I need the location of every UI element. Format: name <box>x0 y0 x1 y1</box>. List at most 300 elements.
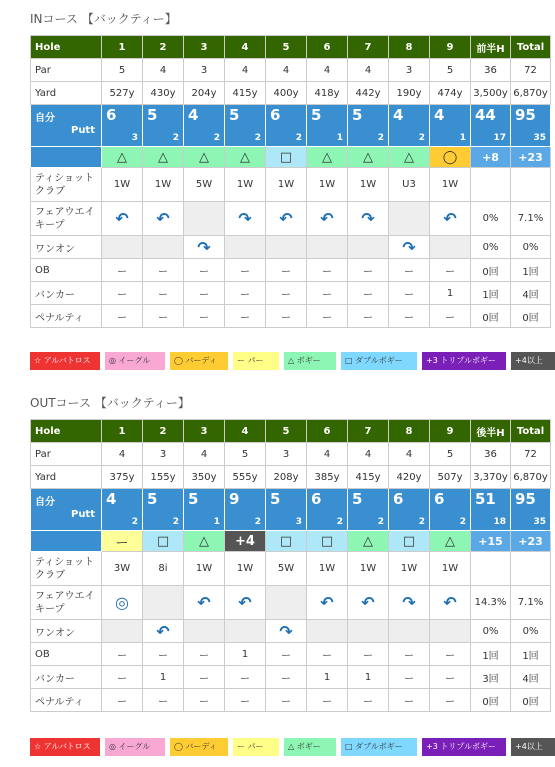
score-cell <box>143 105 184 147</box>
ob-cell: ー <box>348 259 389 282</box>
result-mark: ◯ <box>430 147 471 168</box>
bunker-cell: ー <box>225 666 266 689</box>
fw-row <box>31 586 551 620</box>
legend-item: ー パー <box>233 352 279 370</box>
yard-cell: 375y <box>102 466 143 489</box>
header-cell: 1 <box>102 36 143 59</box>
legend-item: ☆ アルバトロス <box>30 352 100 370</box>
ob-row <box>31 259 551 282</box>
tee-cell <box>511 168 551 202</box>
score-cell <box>511 489 551 531</box>
fw-cell: 7.1% <box>511 586 551 620</box>
score-cell <box>266 105 307 147</box>
legend-item: ◎ イーグル <box>105 738 165 756</box>
score-cell <box>511 105 551 147</box>
result-mark: +15 <box>471 531 511 552</box>
strokes: 5 <box>147 106 158 124</box>
curve-left-arrow-icon: ↶ <box>443 593 457 612</box>
strokes: 95 <box>515 490 536 508</box>
bunker-cell: 1 <box>307 666 348 689</box>
fw-cell <box>266 202 307 236</box>
bunker-cell: 1 <box>143 666 184 689</box>
penalty-label: ペナルティ <box>31 305 102 328</box>
putts: 2 <box>295 133 302 143</box>
tee-cell: 1W <box>348 168 389 202</box>
header-cell: 1 <box>102 420 143 443</box>
par-row <box>31 59 551 82</box>
score-label: 自分 <box>35 497 55 508</box>
gir-cell <box>266 620 307 643</box>
tee-row <box>31 552 551 586</box>
bunker-cell: 4回 <box>511 282 551 305</box>
penalty-cell: ー <box>389 689 430 712</box>
curve-left-arrow-icon: ↶ <box>443 209 457 228</box>
strokes: 6 <box>434 490 445 508</box>
result-mark: △ <box>348 147 389 168</box>
tee-cell <box>471 168 511 202</box>
yard-cell: 190y <box>389 82 430 105</box>
legend-in <box>30 352 555 370</box>
par-cell: 4 <box>143 59 184 82</box>
gir-cell <box>184 620 225 643</box>
penalty-cell: ー <box>348 689 389 712</box>
strokes: 4 <box>106 490 117 508</box>
tee-label: ティショット クラブ <box>31 168 102 202</box>
curve-left-arrow-icon: ↶ <box>156 209 170 228</box>
out-score-table <box>30 419 551 712</box>
result-mark: △ <box>430 531 471 552</box>
penalty-cell: 0回 <box>471 689 511 712</box>
tee-cell: 1W <box>430 168 471 202</box>
ob-cell: ー <box>102 643 143 666</box>
penalty-cell: ー <box>102 305 143 328</box>
score-cell <box>307 489 348 531</box>
header-cell: 後半H <box>471 420 511 443</box>
result-mark: +4 <box>225 531 266 552</box>
penalty-cell: ー <box>307 305 348 328</box>
result-mark: +23 <box>511 531 551 552</box>
putts: 2 <box>213 133 220 143</box>
par-label: Par <box>31 443 102 466</box>
ob-cell: ー <box>348 643 389 666</box>
putts: 3 <box>131 133 138 143</box>
legend-item: ◯ バーディ <box>170 738 228 756</box>
par-cell: 4 <box>184 443 225 466</box>
gir-label: ワンオン <box>31 236 102 259</box>
fw-cell <box>225 586 266 620</box>
gir-cell <box>102 236 143 259</box>
bunker-cell: ー <box>430 666 471 689</box>
result-mark: □ <box>307 531 348 552</box>
double-circle-icon: ◎ <box>115 593 129 612</box>
tee-cell: 1W <box>225 168 266 202</box>
bunker-cell: 1 <box>348 666 389 689</box>
header-cell: Total <box>511 36 551 59</box>
mark-label-cell <box>31 531 102 552</box>
yard-cell: 420y <box>389 466 430 489</box>
ob-cell: ー <box>430 643 471 666</box>
header-cell: 4 <box>225 420 266 443</box>
header-cell: 7 <box>348 420 389 443</box>
score-label-cell <box>31 105 102 147</box>
par-cell: 4 <box>389 443 430 466</box>
putt-label: Putt <box>70 125 95 136</box>
curve-left-arrow-icon: ↶ <box>320 209 334 228</box>
yard-row <box>31 466 551 489</box>
penalty-cell: 0回 <box>511 689 551 712</box>
header-cell: Hole <box>31 36 102 59</box>
strokes: 4 <box>434 106 445 124</box>
par-cell: 36 <box>471 443 511 466</box>
strokes: 5 <box>229 106 240 124</box>
ob-cell: ー <box>143 259 184 282</box>
penalty-cell: ー <box>266 689 307 712</box>
par-cell: 5 <box>430 59 471 82</box>
fw-cell <box>389 586 430 620</box>
gir-row <box>31 236 551 259</box>
putts: 2 <box>459 517 466 527</box>
score-cell <box>102 105 143 147</box>
curve-left-arrow-icon: ↶ <box>115 209 129 228</box>
ob-label: OB <box>31 643 102 666</box>
gir-cell <box>184 236 225 259</box>
result-mark: △ <box>143 147 184 168</box>
legend-item: +4以上 <box>511 352 555 370</box>
par-cell: 72 <box>511 59 551 82</box>
tee-cell: 1W <box>307 168 348 202</box>
penalty-cell: ー <box>102 689 143 712</box>
yard-cell: 507y <box>430 466 471 489</box>
yard-cell: 385y <box>307 466 348 489</box>
tee-cell: U3 <box>389 168 430 202</box>
penalty-cell: 0回 <box>471 305 511 328</box>
score-cell <box>184 105 225 147</box>
bunker-row <box>31 282 551 305</box>
putts: 2 <box>172 133 179 143</box>
score-cell <box>348 489 389 531</box>
header-cell: 3 <box>184 36 225 59</box>
putts: 3 <box>295 517 302 527</box>
yard-cell: 430y <box>143 82 184 105</box>
fw-cell: 0% <box>471 202 511 236</box>
score-cell <box>266 489 307 531</box>
tee-cell <box>471 552 511 586</box>
par-cell: 72 <box>511 443 551 466</box>
legend-item: △ ボギー <box>284 352 336 370</box>
result-mark: □ <box>143 531 184 552</box>
curve-right-arrow-icon: ↷ <box>361 209 375 228</box>
putts: 2 <box>377 133 384 143</box>
penalty-cell: ー <box>143 689 184 712</box>
score-label-cell <box>31 489 102 531</box>
header-cell: 2 <box>143 36 184 59</box>
bunker-cell: ー <box>184 666 225 689</box>
bunker-cell: 4回 <box>511 666 551 689</box>
putts: 35 <box>533 517 546 527</box>
penalty-cell: ー <box>225 305 266 328</box>
strokes: 95 <box>515 106 536 124</box>
legend-item: □ ダブルボギー <box>341 352 417 370</box>
result-mark: △ <box>389 147 430 168</box>
legend-item: +4以上 <box>511 738 555 756</box>
fw-cell <box>266 586 307 620</box>
header-cell: 8 <box>389 36 430 59</box>
tee-cell: 5W <box>266 552 307 586</box>
bunker-cell: 3回 <box>471 666 511 689</box>
curve-left-arrow-icon: ↶ <box>156 621 170 641</box>
par-cell: 4 <box>348 59 389 82</box>
fw-cell <box>348 202 389 236</box>
ob-cell: 1 <box>225 643 266 666</box>
tee-label: ティショット クラブ <box>31 552 102 586</box>
yard-cell: 415y <box>225 82 266 105</box>
gir-row <box>31 620 551 643</box>
bunker-label: バンカー <box>31 666 102 689</box>
strokes: 4 <box>188 106 199 124</box>
putts: 2 <box>131 517 138 527</box>
fw-cell <box>102 586 143 620</box>
curve-right-arrow-icon: ↷ <box>238 209 252 228</box>
gir-cell <box>389 236 430 259</box>
fw-cell <box>389 202 430 236</box>
score-cell <box>102 489 143 531</box>
score-cell <box>184 489 225 531</box>
strokes: 6 <box>106 106 117 124</box>
par-cell: 3 <box>389 59 430 82</box>
score-row <box>31 489 551 531</box>
tee-row <box>31 168 551 202</box>
tee-cell: 1W <box>348 552 389 586</box>
tee-cell <box>511 552 551 586</box>
strokes: 44 <box>475 106 496 124</box>
putts: 1 <box>336 133 343 143</box>
bunker-cell: ー <box>102 666 143 689</box>
bunker-cell: ー <box>266 282 307 305</box>
gir-cell: 0% <box>511 236 551 259</box>
in-scorecard <box>30 35 550 328</box>
putts: 2 <box>172 517 179 527</box>
yard-cell: 155y <box>143 466 184 489</box>
gir-cell <box>143 236 184 259</box>
par-cell: 4 <box>307 443 348 466</box>
header-cell: 前半H <box>471 36 511 59</box>
legend-item: +3 トリプルボギー <box>422 352 506 370</box>
fw-cell <box>307 586 348 620</box>
header-cell: 6 <box>307 420 348 443</box>
ob-cell: ー <box>143 643 184 666</box>
gir-cell <box>102 620 143 643</box>
tee-cell: 1W <box>389 552 430 586</box>
tee-cell: 1W <box>266 168 307 202</box>
penalty-cell: ー <box>430 689 471 712</box>
putts: 1 <box>459 133 466 143</box>
bunker-cell: ー <box>389 666 430 689</box>
header-cell: 9 <box>430 36 471 59</box>
tee-cell: 1W <box>225 552 266 586</box>
ob-label: OB <box>31 259 102 282</box>
legend-item: ー パー <box>233 738 279 756</box>
ob-cell: ー <box>307 643 348 666</box>
legend-item: ◎ イーグル <box>105 352 165 370</box>
penalty-cell: 0回 <box>511 305 551 328</box>
fw-cell <box>184 586 225 620</box>
penalty-row <box>31 305 551 328</box>
par-cell: 5 <box>225 443 266 466</box>
curve-left-arrow-icon: ↶ <box>279 209 293 228</box>
yard-cell: 418y <box>307 82 348 105</box>
score-cell <box>348 105 389 147</box>
gir-cell <box>348 236 389 259</box>
par-cell: 4 <box>225 59 266 82</box>
result-mark: △ <box>184 147 225 168</box>
fw-cell <box>102 202 143 236</box>
gir-cell <box>266 236 307 259</box>
putts: 2 <box>377 517 384 527</box>
bunker-label: バンカー <box>31 282 102 305</box>
penalty-label: ペナルティ <box>31 689 102 712</box>
header-cell: Total <box>511 420 551 443</box>
par-cell: 3 <box>184 59 225 82</box>
yard-cell: 350y <box>184 466 225 489</box>
header-cell: Hole <box>31 420 102 443</box>
par-cell: 36 <box>471 59 511 82</box>
fw-cell <box>225 202 266 236</box>
putts: 2 <box>336 517 343 527</box>
in-course-title: INコース 【バックティー】 <box>30 12 177 26</box>
result-mark: □ <box>266 147 307 168</box>
out-course-title: OUTコース 【バックティー】 <box>30 396 190 410</box>
result-mark-row <box>31 531 551 552</box>
result-mark: △ <box>348 531 389 552</box>
tee-cell: 1W <box>143 168 184 202</box>
yard-cell: 3,500y <box>471 82 511 105</box>
curve-left-arrow-icon: ↶ <box>197 593 211 612</box>
gir-cell <box>307 236 348 259</box>
par-row <box>31 443 551 466</box>
par-cell: 4 <box>307 59 348 82</box>
par-cell: 3 <box>143 443 184 466</box>
legend-item: ◯ バーディ <box>170 352 228 370</box>
fw-cell <box>307 202 348 236</box>
yard-cell: 3,370y <box>471 466 511 489</box>
penalty-cell: ー <box>348 305 389 328</box>
tee-cell: 1W <box>102 168 143 202</box>
fw-cell <box>143 202 184 236</box>
penalty-cell: ー <box>184 689 225 712</box>
ob-cell: ー <box>389 259 430 282</box>
strokes: 5 <box>188 490 199 508</box>
bunker-cell: ー <box>307 282 348 305</box>
result-mark: △ <box>307 147 348 168</box>
tee-cell: 1W <box>307 552 348 586</box>
result-mark: +8 <box>471 147 511 168</box>
curve-right-arrow-icon: ↷ <box>402 593 416 612</box>
tee-cell: 1W <box>430 552 471 586</box>
yard-label: Yard <box>31 82 102 105</box>
gir-cell <box>430 620 471 643</box>
tee-cell: 3W <box>102 552 143 586</box>
bunker-cell: ー <box>184 282 225 305</box>
strokes: 51 <box>475 490 496 508</box>
ob-row <box>31 643 551 666</box>
par-cell: 5 <box>102 59 143 82</box>
bunker-cell: 1回 <box>471 282 511 305</box>
result-mark: □ <box>266 531 307 552</box>
putts: 35 <box>533 133 546 143</box>
yard-cell: 6,870y <box>511 82 551 105</box>
penalty-cell: ー <box>184 305 225 328</box>
score-cell <box>430 489 471 531</box>
gir-cell <box>307 620 348 643</box>
curve-left-arrow-icon: ↶ <box>320 593 334 612</box>
header-cell: 8 <box>389 420 430 443</box>
gir-cell: 0% <box>471 236 511 259</box>
bunker-cell: ー <box>102 282 143 305</box>
ob-cell: ー <box>225 259 266 282</box>
ob-cell: ー <box>184 259 225 282</box>
legend-item: +3 トリプルボギー <box>422 738 506 756</box>
score-cell <box>307 105 348 147</box>
strokes: 5 <box>311 106 322 124</box>
yard-cell: 474y <box>430 82 471 105</box>
ob-cell: 1回 <box>471 643 511 666</box>
out-scorecard <box>30 419 550 712</box>
legend-item: △ ボギー <box>284 738 336 756</box>
score-cell <box>389 105 430 147</box>
strokes: 5 <box>352 106 363 124</box>
putts: 2 <box>418 133 425 143</box>
ob-cell: ー <box>266 643 307 666</box>
ob-cell: 0回 <box>471 259 511 282</box>
bunker-cell: ー <box>225 282 266 305</box>
putts: 17 <box>493 133 506 143</box>
ob-cell: 1回 <box>511 259 551 282</box>
ob-cell: ー <box>389 643 430 666</box>
gir-label: ワンオン <box>31 620 102 643</box>
fw-label: フェアウエイ キープ <box>31 202 102 236</box>
bunker-cell: ー <box>389 282 430 305</box>
putts: 2 <box>254 133 261 143</box>
par-cell: 4 <box>102 443 143 466</box>
penalty-cell: ー <box>307 689 348 712</box>
par-cell: 3 <box>266 443 307 466</box>
strokes: 6 <box>311 490 322 508</box>
yard-cell: 415y <box>348 466 389 489</box>
score-cell <box>225 489 266 531</box>
in-score-table <box>30 35 551 328</box>
tee-cell: 8i <box>143 552 184 586</box>
putts: 1 <box>213 517 220 527</box>
curve-left-arrow-icon: ↶ <box>361 593 375 612</box>
ob-cell: 1回 <box>511 643 551 666</box>
result-mark: △ <box>184 531 225 552</box>
penalty-row <box>31 689 551 712</box>
gir-cell <box>143 620 184 643</box>
strokes: 4 <box>393 106 404 124</box>
tee-cell: 5W <box>184 168 225 202</box>
par-cell: 5 <box>430 443 471 466</box>
bunker-cell: ー <box>348 282 389 305</box>
putt-label: Putt <box>70 509 95 520</box>
score-row <box>31 105 551 147</box>
penalty-cell: ー <box>389 305 430 328</box>
score-cell <box>143 489 184 531</box>
yard-cell: 204y <box>184 82 225 105</box>
tee-cell: 1W <box>184 552 225 586</box>
fw-cell: 7.1% <box>511 202 551 236</box>
yard-cell: 208y <box>266 466 307 489</box>
score-cell <box>430 105 471 147</box>
